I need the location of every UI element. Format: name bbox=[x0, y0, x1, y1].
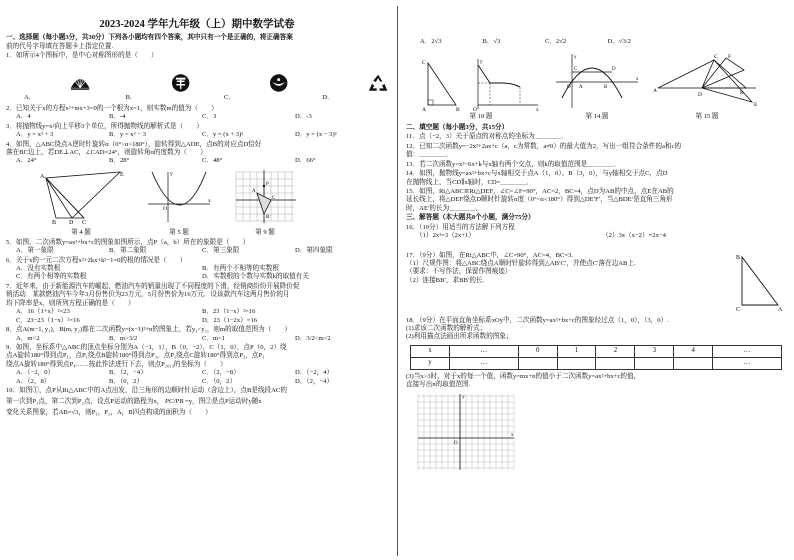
q10-text-1: 第一次到P₁点，第二次到P₂点，设点P运动的路程为x， bbox=[6, 397, 164, 405]
svg-text:C: C bbox=[736, 306, 741, 313]
question-11: 11．点（−2，3）关于原点的对称点的坐标为＿＿＿＿． bbox=[406, 133, 568, 141]
parabola-figure bbox=[144, 168, 214, 226]
q7-option-b: B．23（1−x）²=16 bbox=[202, 308, 256, 316]
q7-options-1 bbox=[6, 308, 388, 316]
exam-title: 2023-2024 学年九年级（上）期中数学试卷 bbox=[99, 19, 295, 30]
q6-option-d: D．实数根的个数与实数k的取值有关 bbox=[202, 273, 309, 281]
table-cell: … bbox=[713, 357, 782, 369]
question-10-cont-2: 变化关系图象，若AB=√3，则P₁，P₂，A，B四点构成的面积为（ ） bbox=[6, 409, 212, 416]
svg-text:O: O bbox=[163, 205, 167, 212]
q5-options bbox=[6, 247, 388, 255]
question-15: 15．如图，Rt△ABC≌Rt△DEF，∠C=∠F=90°，AC=2，BC=4，点D为AB的中点，点E在AB的 bbox=[406, 187, 674, 195]
drop-logo-icon bbox=[269, 63, 288, 103]
svg-text:A: A bbox=[40, 173, 45, 180]
q18-part-2: (2)利用描点法画出所求函数的图象； bbox=[406, 333, 513, 341]
table-cell: y bbox=[411, 357, 450, 369]
q16-part-2: （2）3x（x−2）=2x−4 bbox=[602, 232, 666, 240]
q9-options bbox=[6, 369, 388, 377]
question-9: 9．如图，坐标系中△ABC的顶点坐标分别为A（−1，1），B（0，−2），C（1，0），点P（0，2）绕 bbox=[6, 343, 287, 351]
right-column bbox=[400, 0, 794, 560]
q4-option-d: D．66° bbox=[295, 157, 316, 165]
q8-option-b: B．m>3/2 bbox=[109, 334, 138, 342]
q3-option-d: D．y = (x − 3)² bbox=[295, 131, 337, 139]
q17-triangle-figure bbox=[728, 251, 788, 313]
q18-part-3: (3)当x>3时，对于x的每一个值，函数y=mx+n的值小于二次函数y=ax²+bx+c的值， bbox=[406, 372, 641, 380]
table-cell bbox=[635, 357, 674, 369]
bank-logo-icon bbox=[171, 63, 190, 103]
q10-option-a: A．2√3 bbox=[420, 38, 442, 45]
section-2-heading: 二、填空题（每小题3分，共15分） bbox=[406, 123, 509, 131]
q9-option-a: A．（−2，0） bbox=[16, 369, 55, 377]
q1-icons bbox=[24, 63, 388, 103]
figure-4 bbox=[36, 168, 126, 238]
question-9-cont-2: 绕点A旋转180°得到点P₄……按此作法进行下去，则点P₂₀₂₃的坐标为（ ） bbox=[6, 360, 227, 368]
q4-option-c: C．48° bbox=[202, 157, 223, 165]
q1-label-d: D． bbox=[322, 94, 334, 102]
table-cell: 1 bbox=[557, 345, 596, 357]
table-cell: 0 bbox=[518, 345, 557, 357]
q6-option-c: C．有两个相等的实数根 bbox=[16, 273, 87, 281]
svg-text:C: C bbox=[272, 195, 276, 201]
question-7-cont: 销活动．某款燃油汽车今年3月份售价为23万元，5月份售价为16万元．设该款汽车这两月售价的月 bbox=[6, 291, 290, 299]
rotated-triangles-figure bbox=[652, 52, 762, 110]
question-5: 5．如图，二次函数y=ax²+bx+c的图象如图所示，点P（a，b）所在的象限是（ ） bbox=[6, 238, 250, 246]
figure-4-caption: 第 4 题 bbox=[71, 229, 91, 237]
svg-text:D: D bbox=[612, 67, 616, 72]
svg-text:A: A bbox=[252, 188, 256, 194]
svg-text:C: C bbox=[422, 60, 426, 67]
figure-9 bbox=[232, 168, 298, 238]
figure-5-caption: 第 5 题 bbox=[169, 229, 189, 237]
left-column bbox=[0, 0, 394, 560]
q17-text bbox=[406, 251, 728, 313]
question-15-cont-2: 时，AE′的长为＿＿＿＿． bbox=[406, 204, 483, 212]
figure-5 bbox=[144, 168, 214, 238]
q8-options bbox=[6, 335, 388, 343]
figure-9-caption: 第 9 题 bbox=[255, 229, 275, 237]
q9-option2-c: C．（0，2） bbox=[202, 377, 237, 385]
q2-option-d: D．-3 bbox=[295, 113, 312, 121]
figure-10-caption: 第 10 题 bbox=[469, 113, 493, 121]
q6-option-b: B．有两个不相等的实数根 bbox=[202, 265, 279, 272]
table-cell bbox=[596, 357, 635, 369]
q2-options bbox=[6, 113, 388, 121]
column-divider bbox=[397, 6, 398, 556]
triangle-rotation-figure bbox=[36, 168, 126, 226]
question-9-cont: 点A旋转180°得到点P₁，点P₁绕点B旋转180°得到点P₂，点P₂绕点C旋转180°得到点P₃，点P₃ bbox=[6, 352, 265, 360]
q2-option-b: B．-4 bbox=[109, 113, 126, 121]
table-cell: 2 bbox=[596, 345, 635, 357]
q8-option-d: D．3/2<m<2 bbox=[295, 334, 331, 342]
q3-option-b: B．y = x² − 3 bbox=[109, 131, 146, 139]
q7-option-d: D．23（1−2x）=16 bbox=[202, 316, 258, 324]
q10-fraction: PC/PB bbox=[165, 397, 184, 405]
svg-text:B: B bbox=[604, 85, 608, 90]
figure-10-panels bbox=[420, 55, 542, 113]
question-2: 2．已知关于x的方程x²+mx+3=0的一个根为x=1，则实数m的值为（ ） bbox=[6, 104, 218, 112]
svg-text:A: A bbox=[778, 306, 783, 313]
function-graph-figure bbox=[472, 55, 542, 113]
svg-text:E: E bbox=[754, 102, 758, 108]
svg-text:O: O bbox=[454, 440, 458, 446]
q1-label-a: A． bbox=[24, 94, 36, 102]
fan-logo-icon bbox=[69, 63, 91, 103]
right-triangle-figure bbox=[420, 55, 464, 113]
q1-label-b: B． bbox=[125, 94, 137, 102]
q10-option-d: D．√3/2 bbox=[607, 38, 631, 45]
q6-options-2 bbox=[6, 273, 388, 281]
q10-option-c: C．2√2 bbox=[545, 38, 567, 45]
question-17: 17．（9分）如图，在Rt△ABC中，∠C=90°，AC=4，BC=3. bbox=[406, 251, 574, 259]
question-7: 7．近年来，由于新能源汽车的崛起，燃油汽车的销量出现了不同程度的下滑，经销商纷纷开展降价促 bbox=[6, 282, 300, 290]
question-13: 13．若二次函数y=x²−6x+k与x轴有两个交点，则k的取值范围是＿＿＿＿． bbox=[406, 160, 621, 168]
question-4: 4．如图，△ABC绕点A逆时针旋转α（0°<α<180°），旋转得到△ADE，点B的对应点D恰好 bbox=[6, 140, 262, 148]
table-cell: … bbox=[449, 345, 518, 357]
svg-text:C: C bbox=[574, 67, 578, 72]
svg-text:x: x bbox=[636, 77, 639, 82]
coordinate-grid bbox=[416, 392, 516, 472]
svg-text:B: B bbox=[736, 254, 741, 261]
svg-text:E: E bbox=[120, 171, 124, 178]
svg-text:F: F bbox=[728, 54, 732, 60]
q2-option-a: A．4 bbox=[16, 113, 31, 121]
table-cell bbox=[557, 357, 596, 369]
table-cell: 3 bbox=[635, 345, 674, 357]
q16-part-1: （1）2x²=3（2x+1） bbox=[416, 232, 475, 240]
q17-part-1: （1）尺规作图：将△ABC绕点A顺时针旋转得到△AB′C′，并使点C′落在边AB上. bbox=[406, 260, 636, 267]
q8-option-a: A．m>2 bbox=[16, 334, 40, 342]
q5-option-b: B．第二象限 bbox=[109, 247, 147, 255]
q17-block bbox=[406, 251, 788, 313]
q18-part-1: (1)求该二次函数的解析式； bbox=[406, 325, 487, 332]
svg-text:O: O bbox=[473, 107, 477, 114]
table-row bbox=[411, 357, 782, 369]
recycle-icon bbox=[368, 63, 388, 103]
q10-option-b: B．√3 bbox=[482, 38, 501, 45]
question-14: 14．如图，抛物线y=ax²+bx+c与x轴相交于点A（1，0）、B（3，0），与y轴相交于点C，点D bbox=[406, 170, 668, 178]
figure-15 bbox=[652, 52, 762, 122]
svg-text:A: A bbox=[579, 85, 583, 90]
figure-15-caption: 第 15 题 bbox=[695, 113, 719, 121]
svg-text:B: B bbox=[266, 214, 270, 220]
question-7-cont-2: 均下降率是x，则所列方程正确的是（ ） bbox=[6, 299, 135, 307]
table-row bbox=[411, 345, 782, 357]
svg-text:y: y bbox=[480, 59, 483, 66]
svg-text:x: x bbox=[511, 432, 514, 438]
question-12: 12．已知二次函数y=−2x²+2ax+c（a，c为常数，a≠0）的最大值为2，写出一组符合条件的a和c的 bbox=[406, 142, 682, 150]
q5-option-d: D．第四象限 bbox=[295, 247, 333, 255]
table-cell: … bbox=[713, 345, 782, 357]
grid-triangle-figure bbox=[232, 168, 298, 226]
q4-option-b: B．28° bbox=[109, 157, 130, 165]
table-cell: … bbox=[449, 357, 518, 369]
figure-10 bbox=[420, 55, 542, 121]
svg-text:D: D bbox=[698, 92, 702, 98]
q9-option2-b: B．（0，2） bbox=[109, 377, 144, 385]
q5-option-c: C．第三象限 bbox=[202, 247, 240, 255]
parabola-cd-figure bbox=[552, 52, 642, 110]
figure-14 bbox=[552, 52, 642, 122]
svg-text:y: y bbox=[170, 170, 173, 177]
svg-text:B: B bbox=[740, 90, 744, 96]
q9-option-c: C．（2，−8） bbox=[202, 369, 240, 377]
q3-options bbox=[6, 131, 388, 139]
section-1-heading-cont: 前的代号字母填在答题卡上指定位置. bbox=[6, 42, 114, 50]
svg-text:B: B bbox=[456, 107, 460, 114]
q9-options-2 bbox=[6, 378, 388, 386]
svg-text:A: A bbox=[422, 107, 426, 114]
q1-label-c: C． bbox=[223, 94, 235, 102]
q9-option2-d: D．（2，−4） bbox=[295, 377, 334, 385]
q9-option-b: B．（2，−4） bbox=[109, 369, 147, 377]
table-cell bbox=[518, 357, 557, 369]
q3-option-a: A．y = x² + 3 bbox=[16, 131, 54, 139]
svg-text:y: y bbox=[462, 394, 465, 400]
q6-option-a: A．没有实数根 bbox=[16, 265, 61, 272]
question-10: 10．如图①，点P从Rt△ABC中的A点出发，沿三角形的边顺时针运动（含边上），点B是线段AC的 bbox=[6, 387, 287, 395]
q10-text-2: =y，图②是点P运动时y随x bbox=[185, 397, 262, 405]
question-1: 1．如所示4个图标中，是中心对称图形的是（ ） bbox=[6, 52, 158, 60]
q18-part-3-cont: 直接写出n的取值范围. bbox=[406, 381, 471, 389]
question-12-cont: 值：＿＿＿＿． bbox=[406, 151, 453, 159]
q9-option2-a: A．（2，8） bbox=[16, 377, 51, 385]
values-table bbox=[410, 345, 782, 370]
figure-14-caption: 第 14 题 bbox=[585, 113, 609, 121]
table-cell: 4 bbox=[674, 345, 713, 357]
svg-text:B: B bbox=[52, 219, 57, 226]
question-10-cont bbox=[6, 398, 388, 406]
question-6: 6．关于x的一元二次方程x²+2kx+k²−1=0的根的情况是（ ） bbox=[6, 256, 187, 264]
question-3: 3．将抛物线y=x²向上平移3个单位，所得抛物线的解析式是（ ） bbox=[6, 122, 203, 130]
table-cell bbox=[674, 357, 713, 369]
q17-note: （要求：不写作法，保留作图痕迹） bbox=[406, 268, 512, 276]
q7-option-c: C．23−23（1−x）²=16 bbox=[16, 316, 80, 324]
q10-options bbox=[420, 38, 670, 46]
svg-text:C: C bbox=[714, 54, 718, 60]
figures-row-1 bbox=[36, 168, 388, 238]
svg-text:x: x bbox=[536, 107, 539, 114]
figures-row-right bbox=[420, 52, 788, 122]
question-18: 18．（9分）在平面直角坐标系xOy中，二次函数y=ax²+bx+c的图象经过点（1，0），（3，0）. bbox=[406, 316, 669, 324]
q7-options-2 bbox=[6, 317, 388, 325]
q2-option-c: C．3 bbox=[202, 113, 217, 121]
svg-text:A: A bbox=[653, 88, 657, 94]
q3-option-c: C．y = (x + 3)² bbox=[202, 131, 244, 139]
q5-option-a: A．第一象限 bbox=[16, 247, 54, 255]
question-4-cont: 落在BC边上，若DE⊥AC，∠CAD=24°，则旋转角α的度数为（ ） bbox=[6, 148, 207, 156]
q16-parts bbox=[406, 232, 788, 240]
question-14-cont: 在抛物线上，当CD∥x轴时，CD=＿＿＿＿． bbox=[406, 178, 534, 186]
svg-text:y: y bbox=[574, 55, 577, 60]
question-15-cont: 延长线上，将△DEF绕点D顺时针旋转α度（0°<α<180°）得到△DE′F′，当△BDE′是直角三角形 bbox=[406, 196, 673, 204]
question-8: 8．点A(m−1, y₁)，B(m, y₂)都在二次函数y=(x−1)²+n的图象上，若y₁<y₂，则m的取值范围为（ ） bbox=[6, 326, 292, 334]
svg-text:x: x bbox=[208, 197, 211, 204]
table-cell: x bbox=[411, 345, 450, 357]
section-3-heading: 三、解答题（本大题共8个小题，满分75分） bbox=[406, 214, 535, 222]
q8-option-c: C．m<1 bbox=[202, 334, 226, 342]
q4-option-a: A．24° bbox=[16, 157, 37, 165]
section-1-heading: 一、选择题（每小题3分，共30分）下列各小题均有四个答案，其中只有一个是正确的，将正确答案 bbox=[6, 34, 293, 42]
q9-option-d: D．（−2，4） bbox=[295, 369, 334, 377]
svg-text:D: D bbox=[69, 219, 74, 226]
q7-option-a: A．16（1+x）²=23 bbox=[16, 308, 70, 316]
q17-part-2: （2）连接BB′，求BB′的长. bbox=[406, 276, 485, 284]
question-16: 16．（10分）用适当的方法解下列方程 bbox=[406, 223, 515, 231]
svg-text:C: C bbox=[82, 219, 87, 226]
q4-options bbox=[6, 157, 388, 165]
svg-text:P: P bbox=[266, 181, 269, 187]
svg-text:O: O bbox=[567, 85, 571, 90]
